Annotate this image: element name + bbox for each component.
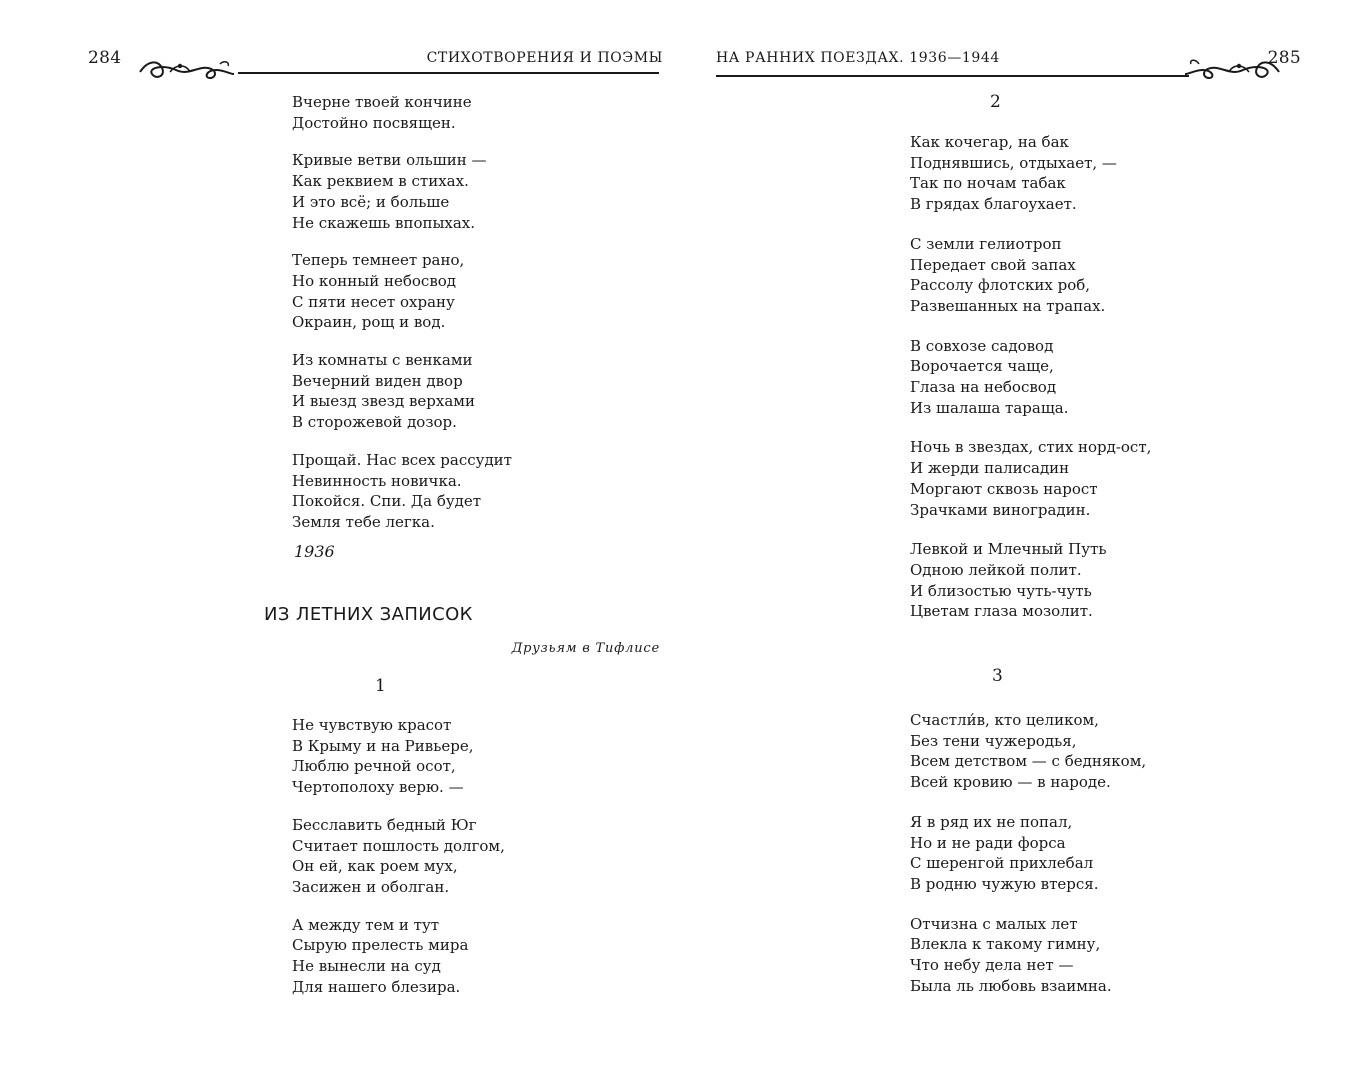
verse-line: Достойно посвящен. (292, 113, 456, 132)
section-2-text (910, 132, 1151, 622)
verse-line: И это всё; и больше (292, 192, 450, 211)
section-number-3: 3 (992, 666, 1003, 686)
verse-line: Земля тебе легка. (292, 512, 435, 531)
section-1-text (292, 715, 505, 997)
verse-line: Моргают сквозь нарост (910, 479, 1098, 498)
verse-line: Как кочегар, на бак (910, 133, 1069, 151)
stanza (910, 539, 1151, 622)
right-running-title: НА РАННИХ ПОЕЗДАХ. 1936—1944 (716, 50, 1000, 66)
right-page (678, 0, 1355, 1080)
verse-line: Не вынесли на суд (292, 957, 441, 976)
verse-line: Сырую прелесть мира (292, 936, 469, 955)
stanza (292, 250, 512, 333)
verse-line: Передает свой запах (910, 255, 1076, 274)
stanza (292, 150, 512, 233)
verse-line: Из комнаты с венками (292, 351, 473, 370)
verse-line: Всем детством — с бедняком, (910, 752, 1147, 771)
stanza (292, 450, 512, 533)
verse-line: Бесславить бедный Юг (292, 815, 477, 834)
verse-line: Так по ночам табак (910, 174, 1066, 193)
verse-line: Глаза на небосвод (910, 378, 1057, 397)
verse-line: Не чувствую красот (292, 716, 452, 734)
verse-line: Без тени чужеродья, (910, 731, 1077, 750)
verse-line: С шеренгой прихлебал (910, 854, 1094, 873)
verse-line: В Крыму и на Ривьере, (292, 736, 474, 755)
poem-year: 1936 (294, 542, 335, 561)
verse-line: Что небу дела нет — (910, 956, 1074, 975)
left-running-head (88, 46, 663, 86)
ornament-flourish-icon (136, 54, 236, 84)
poem-continuation (292, 92, 512, 533)
verse-line: Левкой и Млечный Путь (910, 540, 1107, 559)
verse-line: Чертополоху верю. — (292, 778, 464, 797)
verse-line: Из шалаша таращa. (910, 398, 1069, 417)
stanza (910, 437, 1151, 520)
stanza (292, 92, 512, 133)
verse-line: Ворочается чаще, (910, 357, 1054, 376)
verse-line: Невинность новичка. (292, 471, 462, 490)
left-header-rule (238, 72, 659, 74)
verse-line: Прощай. Нас всех рассудит (292, 450, 512, 469)
verse-line: Окраин, рощ и вод. (292, 313, 446, 332)
verse-line: Влекла к такому гимну, (910, 935, 1101, 954)
stanza (292, 350, 512, 433)
verse-line: С пяти несет охрану (292, 292, 455, 311)
verse-line: Покойся. Спи. Да будет (292, 492, 482, 511)
verse-line: Я в ряд их не попал, (910, 812, 1073, 831)
verse-line: Для нашего блезира. (292, 977, 461, 996)
verse-line: Вечерний виден двор (292, 371, 463, 390)
verse-line: А между тем и тут (292, 915, 440, 934)
verse-line: В родню чужую втерся. (910, 874, 1099, 893)
verse-line: Счастли́в, кто целиком, (910, 711, 1099, 729)
stanza (292, 915, 505, 998)
stanza (910, 234, 1151, 317)
verse-line: Кривые ветви ольшин — (292, 151, 487, 170)
verse-line: С земли гелиотроп (910, 234, 1062, 253)
verse-line: Он ей, как роем мух, (292, 857, 458, 876)
verse-line: И выезд звезд верхами (292, 392, 475, 411)
verse-line: Теперь темнеет рано, (292, 251, 465, 270)
section-number-2: 2 (990, 92, 1001, 112)
verse-line: В сторожевой дозор. (292, 413, 457, 432)
poem-title: ИЗ ЛЕТНИХ ЗАПИСОК (264, 604, 473, 625)
left-page-number: 284 (88, 48, 122, 68)
stanza (292, 815, 505, 898)
right-running-head (716, 46, 1301, 86)
verse-line: Всей кровию — в народе. (910, 773, 1111, 792)
verse-line: Ночь в звездах, стих норд-ост, (910, 438, 1152, 457)
verse-line: Засижен и оболган. (292, 877, 450, 896)
stanza (292, 715, 505, 798)
verse-line: Развешанных на трапах. (910, 296, 1106, 315)
verse-line: Но конный небосвод (292, 271, 457, 290)
verse-line: Считает пошлость долгом, (292, 836, 505, 855)
right-header-rule (716, 75, 1189, 77)
verse-line: Не скажешь впопыхах. (292, 213, 476, 232)
verse-line: Рассолу флотских роб, (910, 276, 1091, 295)
verse-line: Как реквием в стихах. (292, 172, 469, 191)
stanza (910, 812, 1146, 895)
stanza (910, 914, 1146, 997)
verse-line: Зрачками виноградин. (910, 500, 1091, 519)
poem-dedication: Друзьям в Тифлисе (511, 641, 660, 656)
verse-line: Вчерне твоей кончине (292, 93, 472, 111)
verse-line: Была ль любовь взаимна. (910, 976, 1112, 995)
verse-line: И жерди палисадин (910, 459, 1070, 478)
verse-line: Одною лейкой полит. (910, 560, 1082, 579)
stanza (910, 336, 1151, 419)
stanza (910, 710, 1146, 793)
stanza (910, 132, 1151, 215)
verse-line: Люблю речной осот, (292, 757, 456, 776)
verse-line: В совхозе садовод (910, 336, 1054, 355)
section-3-text (910, 710, 1146, 996)
verse-line: Но и не ради форса (910, 833, 1066, 852)
verse-line: В грядах благоухает. (910, 195, 1077, 214)
verse-line: Цветам глаза мозолит. (910, 602, 1093, 621)
verse-line: Отчизна с малых лет (910, 914, 1078, 933)
left-running-title: СТИХОТВОРЕНИЯ И ПОЭМЫ (426, 50, 663, 66)
verse-line: И близостью чуть-чуть (910, 581, 1092, 600)
right-page-number: 285 (1267, 48, 1301, 68)
verse-line: Поднявшись, отдыхает, — (910, 153, 1117, 172)
section-number-1: 1 (375, 676, 386, 696)
